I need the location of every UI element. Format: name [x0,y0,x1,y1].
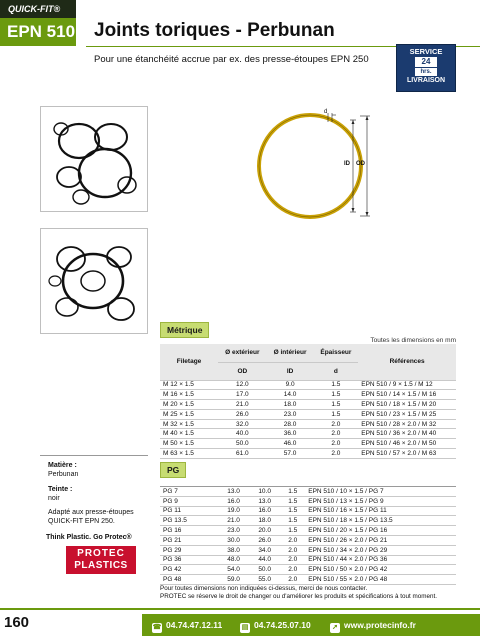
fax-icon: ▤ [241,624,249,631]
compat-note [48,508,134,526]
reference-cell: EPN 510 / 34 × 2.0 / PG 29 [305,545,456,555]
thread-cell: PG 36 [160,555,218,565]
metric-row [160,390,456,400]
brand-badge: QUICK-FIT® [0,0,76,18]
header-thick-top: Épaisseur [314,344,359,362]
o-rings-image [41,229,147,333]
pg-row [160,545,456,555]
thread-cell: M 25 × 1.5 [160,409,218,419]
thickness-cell: 2.0 [314,439,359,449]
pg-row [160,516,456,526]
page-number: 160 [4,614,30,631]
phone-contact[interactable] [152,614,222,636]
id-cell: 13.0 [249,496,280,506]
header-d: d [314,362,359,380]
id-cell: 18.0 [249,516,280,526]
metric-row [160,429,456,439]
reference-cell: EPN 510 / 23 × 1.5 / M 25 [358,409,456,419]
id-cell: 14.0 [267,390,314,400]
thickness-cell: 1.5 [280,506,305,516]
reference-cell: EPN 510 / 57 × 2.0 / M 63 [358,449,456,459]
reference-cell: EPN 510 / 26 × 2.0 / PG 21 [305,535,456,545]
id-cell: 55.0 [249,575,280,585]
reference-cell: EPN 510 / 10 × 1.5 / PG 7 [305,487,456,497]
contact-bar [142,614,480,636]
metric-row [160,419,456,429]
thread-cell: PG 42 [160,565,218,575]
header-od: OD [218,362,267,380]
thickness-cell: 1.5 [280,526,305,536]
pg-row [160,575,456,585]
thread-cell: M 16 × 1.5 [160,390,218,400]
thickness-cell: 1.5 [314,409,359,419]
metric-row [160,380,456,390]
thread-cell: PG 16 [160,526,218,536]
label-od: OD [356,161,365,167]
thickness-cell: 1.5 [280,496,305,506]
metric-row [160,409,456,419]
pg-row [160,506,456,516]
thickness-cell: 2.0 [280,555,305,565]
mouse-icon: ➚ [330,623,340,633]
thread-cell: M 20 × 1.5 [160,400,218,410]
id-cell: 57.0 [267,449,314,459]
footnote-line2: PROTEC se réserve le droit de changer ou d'améliorer les produits et spécifications à tout moment. [160,593,437,600]
thickness-cell: 2.0 [314,429,359,439]
logo-line1: PROTEC [77,548,125,559]
id-cell: 50.0 [249,565,280,575]
pg-row [160,526,456,536]
thread-cell: M 40 × 1.5 [160,429,218,439]
od-cell: 38.0 [218,545,249,555]
od-cell: 40.0 [218,429,267,439]
reference-cell: EPN 510 / 55 × 2.0 / PG 48 [305,575,456,585]
compat-line2: QUICK-FIT EPN 250. [48,518,115,525]
od-cell: 13.0 [218,487,249,497]
header-id: ID [267,362,314,380]
reference-cell: EPN 510 / 14 × 1.5 / M 16 [358,390,456,400]
thread-cell: PG 21 [160,535,218,545]
metric-table [160,344,456,459]
header-id-top: Ø intérieur [267,344,314,362]
id-cell: 26.0 [249,535,280,545]
color-label: Teinte : [48,486,73,493]
thickness-cell: 1.5 [314,390,359,400]
pg-table [160,486,456,585]
thickness-cell: 2.0 [280,535,305,545]
color-value: noir [48,495,60,502]
pg-row [160,535,456,545]
id-cell: 44.0 [249,555,280,565]
product-code: EPN 510 [0,18,76,46]
page-title: Joints toriques - Perbunan [94,20,335,41]
reference-cell: EPN 510 / 20 × 1.5 / PG 16 [305,526,456,536]
thread-cell: PG 48 [160,575,218,585]
reference-cell: EPN 510 / 28 × 2.0 / M 32 [358,419,456,429]
o-rings-image [41,107,147,211]
page-subtitle: Pour une étanchéité accrue par ex. des presse-étoupes EPN 250 [94,54,369,65]
metric-row [160,400,456,410]
slogan: Think Plastic. Go Protec® [46,534,132,541]
label-d: d [324,109,328,115]
pg-tag: PG [160,462,186,478]
metric-row [160,439,456,449]
service-badge [396,44,456,92]
thread-cell: M 50 × 1.5 [160,439,218,449]
reference-cell: EPN 510 / 16 × 1.5 / PG 11 [305,506,456,516]
fax-number: 04.74.25.07.10 [254,620,311,630]
id-cell: 46.0 [267,439,314,449]
id-cell: 34.0 [249,545,280,555]
id-cell: 20.0 [249,526,280,536]
od-cell: 30.0 [218,535,249,545]
service-hours: 24 [415,57,437,67]
footnote-line1: Pour toutes dimensions non indiquées ci-dessus, merci de nous contacter. [160,585,368,592]
sidebar-divider [40,455,148,456]
od-cell: 26.0 [218,409,267,419]
metric-row [160,449,456,459]
phone-icon: ☎ [152,624,162,631]
material-label: Matière : [48,462,77,469]
website-url: www.protecinfo.fr [344,620,416,630]
logo-line2: PLASTICS [74,560,128,571]
color-block [48,485,72,503]
id-cell: 16.0 [249,506,280,516]
od-cell: 59.0 [218,575,249,585]
reference-cell: EPN 510 / 44 × 2.0 / PG 36 [305,555,456,565]
fax-contact[interactable] [240,614,311,636]
header-od-top: Ø extérieur [218,344,267,362]
id-cell: 36.0 [267,429,314,439]
thread-cell: PG 29 [160,545,218,555]
reference-cell: EPN 510 / 50 × 2.0 / PG 42 [305,565,456,575]
thread-cell: M 63 × 1.5 [160,449,218,459]
od-cell: 23.0 [218,526,249,536]
od-cell: 21.0 [218,400,267,410]
od-cell: 16.0 [218,496,249,506]
reference-cell: EPN 510 / 46 × 2.0 / M 50 [358,439,456,449]
thickness-cell: 1.5 [314,400,359,410]
thread-cell: M 12 × 1.5 [160,380,218,390]
od-cell: 12.0 [218,380,267,390]
material-block [48,461,78,479]
thickness-cell: 2.0 [280,565,305,575]
o-ring-diagram [256,104,386,222]
od-cell: 48.0 [218,555,249,565]
o-ring-drawing [256,104,386,222]
service-label: SERVICE [409,47,443,56]
compat-line1: Adapté aux presse-étoupes [48,509,134,516]
id-cell: 28.0 [267,419,314,429]
phone-number: 04.74.47.12.11 [166,620,223,630]
id-cell: 18.0 [267,400,314,410]
material-value: Perbunan [48,471,79,478]
thickness-cell: 1.5 [280,487,305,497]
footnote [160,585,437,601]
header-filetage: Filetage [160,344,218,380]
thickness-cell: 2.0 [314,449,359,459]
website-link[interactable] [330,614,416,636]
protec-logo [66,546,136,574]
pg-row [160,565,456,575]
id-cell: 10.0 [249,487,280,497]
od-cell: 50.0 [218,439,267,449]
reference-cell: EPN 510 / 13 × 1.5 / PG 9 [305,496,456,506]
od-cell: 32.0 [218,419,267,429]
metric-tag: Métrique [160,322,209,338]
service-delivery: LIVRAISON [406,77,446,84]
reference-cell: EPN 510 / 18 × 1.5 / PG 13.5 [305,516,456,526]
thread-cell: PG 11 [160,506,218,516]
thread-cell: PG 9 [160,496,218,506]
reference-cell: EPN 510 / 9 × 1.5 / M 12 [358,380,456,390]
thickness-cell: 1.5 [314,380,359,390]
product-photo-rings-2 [40,228,148,334]
thickness-cell: 2.0 [280,575,305,585]
thickness-cell: 1.5 [280,516,305,526]
od-cell: 61.0 [218,449,267,459]
thickness-cell: 2.0 [280,545,305,555]
id-cell: 23.0 [267,409,314,419]
footer-divider [0,608,480,610]
od-cell: 19.0 [218,506,249,516]
header-ref: Références [358,344,456,380]
reference-cell: EPN 510 / 18 × 1.5 / M 20 [358,400,456,410]
od-cell: 21.0 [218,516,249,526]
pg-row [160,496,456,506]
reference-cell: EPN 510 / 36 × 2.0 / M 40 [358,429,456,439]
dimensions-note: Toutes les dimensions en mm [370,337,456,344]
label-id: ID [344,161,350,167]
thread-cell: PG 7 [160,487,218,497]
od-cell: 17.0 [218,390,267,400]
pg-row [160,487,456,497]
pg-row [160,555,456,565]
product-photo-rings-1 [40,106,148,212]
id-cell: 9.0 [267,380,314,390]
thickness-cell: 2.0 [314,419,359,429]
service-unit: hrs. [415,68,437,76]
od-cell: 54.0 [218,565,249,575]
thread-cell: PG 13.5 [160,516,218,526]
thread-cell: M 32 × 1.5 [160,419,218,429]
